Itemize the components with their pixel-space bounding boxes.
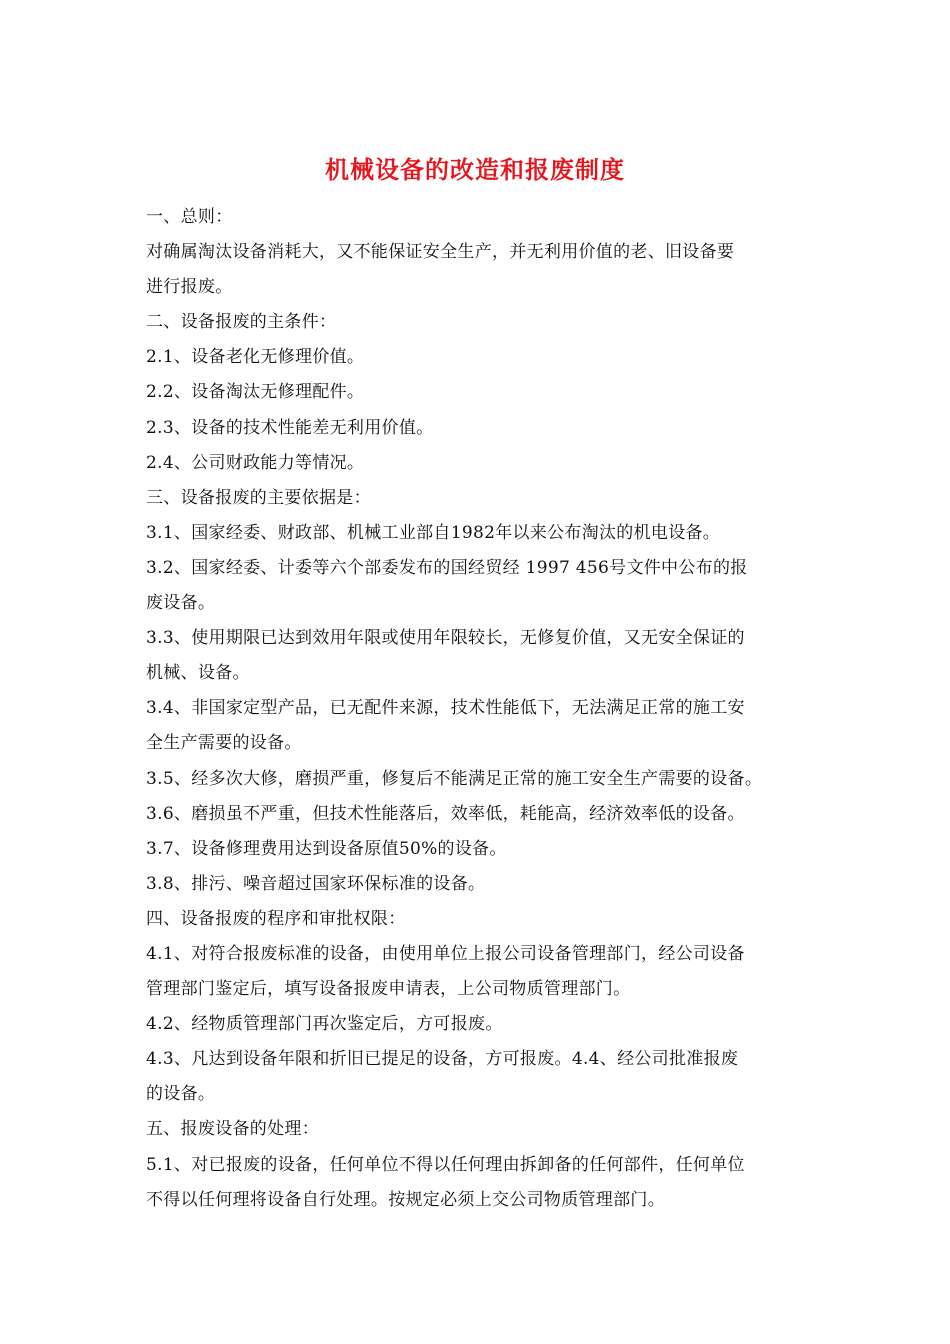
body-line: 4.3、凡达到设备年限和折旧已提足的设备，方可报废。4.4、经公司批准报废 — [146, 1049, 739, 1070]
body-line: 3.2、国家经委、计委等六个部委发布的国经贸经 1997 456号文件中公布的报 — [146, 557, 748, 578]
body-line: 3.6、磨损虽不严重，但技术性能落后，效率低，耗能高，经济效率低的设备。 — [146, 803, 745, 824]
body-line: 进行报废。 — [146, 277, 233, 298]
body-line: 2.1、设备老化无修理价值。 — [146, 347, 365, 368]
body-line: 废设备。 — [146, 593, 216, 614]
body-line: 二、设备报废的主条件： — [146, 312, 337, 333]
body-line: 3.8、排污、噪音超过国家环保标准的设备。 — [146, 873, 486, 894]
document-body — [146, 200, 816, 1218]
body-line: 3.7、设备修理费用达到设备原值50%的设备。 — [146, 838, 507, 859]
body-line: 四、设备报废的程序和审批权限： — [146, 908, 406, 929]
body-line: 三、设备报废的主要依据是： — [146, 487, 371, 508]
document-title: 机械设备的改造和报废制度 — [325, 155, 625, 184]
body-line: 2.3、设备的技术性能差无利用价值。 — [146, 417, 434, 438]
body-line: 五、报废设备的处理： — [146, 1119, 319, 1140]
body-line: 3.1、国家经委、财政部、机械工业部自1982年以来公布淘汰的机电设备。 — [146, 522, 721, 543]
body-line: 全生产需要的设备。 — [146, 733, 302, 754]
body-line: 管理部门鉴定后，填写设备报废申请表，上公司物质管理部门。 — [146, 979, 631, 1000]
body-line: 机械、设备。 — [146, 663, 250, 684]
body-line: 3.3、使用期限已达到效用年限或使用年限较长，无修复价值，又无安全保证的 — [146, 628, 745, 649]
body-line: 4.2、经物质管理部门再次鉴定后，方可报废。 — [146, 1014, 503, 1035]
body-line: 2.4、公司财政能力等情况。 — [146, 452, 365, 473]
body-line: 3.4、非国家定型产品，已无配件来源，技术性能低下，无法满足正常的施工安 — [146, 698, 745, 719]
body-line: 4.1、对符合报废标准的设备，由使用单位上报公司设备管理部门，经公司设备 — [146, 943, 745, 964]
body-line: 不得以任何理将设备自行处理。按规定必须上交公司物质管理部门。 — [146, 1189, 665, 1210]
body-line: 3.5、经多次大修，磨损严重，修复后不能满足正常的施工安全生产需要的设备。 — [146, 768, 763, 789]
body-line: 2.2、设备淘汰无修理配件。 — [146, 382, 365, 403]
body-line: 一、总则： — [146, 207, 233, 227]
body-line: 对确属淘汰设备消耗大，又不能保证安全生产，并无利用价值的老、旧设备要 — [146, 242, 735, 263]
body-line: 5.1、对已报废的设备，任何单位不得以任何理由拆卸备的任何部件，任何单位 — [146, 1154, 745, 1175]
body-line: 的设备。 — [146, 1084, 216, 1105]
